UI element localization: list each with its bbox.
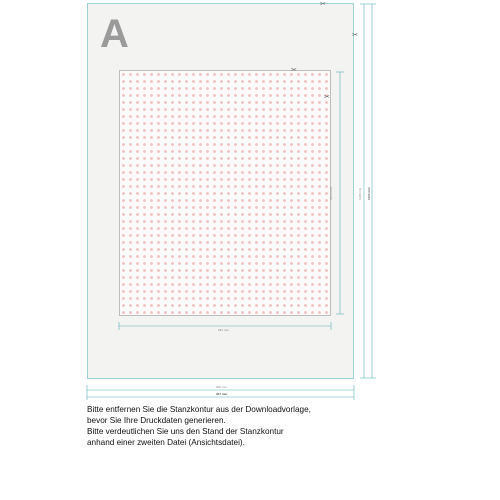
scissor-icon: ✂ [324,94,330,101]
dim-inner-width-label: 281 mm [218,328,229,332]
dim-outer-width-bold-label: 307 mm [216,392,228,396]
dim-outer-height-bold-label: 1100 mm [367,187,371,200]
dim-inner-height-label: 323,5 mm [329,186,333,200]
note-line: Bitte entfernen Sie die Stanzkontur aus der Downloadvorlage, [87,405,311,414]
note-line: anhand einer zweiten Datei (Ansichtsdatei). [87,438,245,447]
note-line: bevor Sie Ihre Druckdaten generieren. [87,416,226,425]
scissor-icon: ✂ [352,32,358,39]
template-letter: A [100,12,129,56]
note-line: Bitte verdeutlichen Sie uns den Stand der Stanzkontur [87,427,284,436]
dim-outer-width-thin-label: 305 mm [216,385,227,389]
dim-outer-height-thin-label: 1100 mm [358,187,362,200]
scissor-icon: ✂ [291,67,297,74]
instruction-note [87,404,387,448]
scissor-icon: ✂ [320,1,326,8]
